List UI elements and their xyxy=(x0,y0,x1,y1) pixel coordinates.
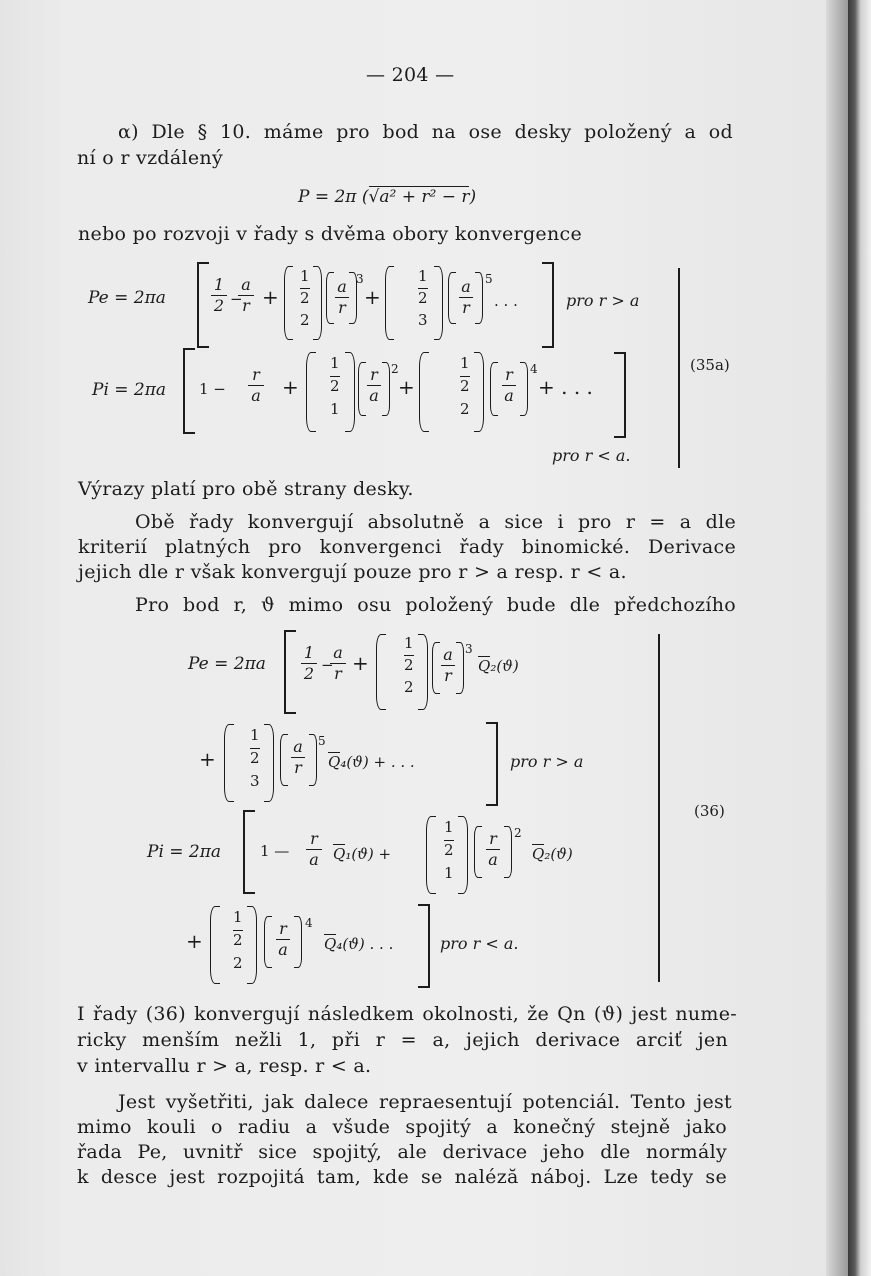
para-1: Výrazy platí pro obě strany desky. xyxy=(78,478,414,500)
eq36-pe-condition: pro r > a xyxy=(510,752,584,771)
eq35-plus: + xyxy=(398,375,415,399)
para-4-line-1: I řady (36) konvergují následkem okolnosti, že Qn (ϑ) jest nume- xyxy=(77,1003,737,1025)
eq36-frac: a r xyxy=(330,644,346,683)
eq35-paren xyxy=(382,362,390,416)
eq35-frac: r a xyxy=(367,366,381,405)
eq36-binom: 1 2 3 xyxy=(250,726,260,790)
eq35-paren xyxy=(520,362,528,416)
eq36-paren xyxy=(224,724,234,802)
eq36-minus: − xyxy=(321,656,334,674)
eq36-paren xyxy=(504,826,512,878)
eq35-paren xyxy=(326,272,334,324)
eq35-pi-left-bracket xyxy=(183,348,195,434)
eq35-binom-2: 1 2 3 xyxy=(418,267,428,329)
eq36-brace xyxy=(658,634,660,982)
eq36-paren xyxy=(376,634,386,710)
eq35-binom-3: 1 2 1 xyxy=(330,354,340,418)
eq35-pi-condition: pro r < a. xyxy=(552,446,631,465)
eq35-exp: 5 xyxy=(485,272,493,286)
eq35-one: 1 − xyxy=(199,380,226,398)
eq35-pi-lhs: Pi = 2πa xyxy=(92,380,167,400)
eq36-paren xyxy=(426,816,436,894)
eq36-paren xyxy=(474,826,482,878)
eq35-exp: 2 xyxy=(391,362,399,376)
eq36-frac: 1 2 xyxy=(301,644,317,683)
eq35-paren xyxy=(284,266,293,340)
para-5-line-2: mimo kouli o radiu a všude spojitý a konečný stejně jako xyxy=(77,1116,727,1138)
eq35-binom-1: 1 2 2 xyxy=(300,267,310,329)
eq36-pe-left-bracket xyxy=(284,630,296,714)
eq35-frac: a r xyxy=(335,278,349,317)
eq36-paren xyxy=(280,734,288,786)
eq35-paren xyxy=(419,352,429,432)
eq36-label: (36) xyxy=(694,802,725,820)
eq36-paren xyxy=(458,816,468,894)
page-number: — 204 — xyxy=(366,64,455,86)
eq36-frac: r a xyxy=(486,830,500,869)
eq36-pi-condition: pro r < a. xyxy=(440,934,519,953)
eq36-pe-right-bracket xyxy=(486,722,498,806)
eq35-dots: . . . xyxy=(494,292,518,310)
eq36-binom: 1 2 2 xyxy=(233,908,243,972)
eq35-paren xyxy=(313,266,322,340)
para-4-line-3: v intervallu r > a, resp. r < a. xyxy=(77,1055,372,1077)
eq36-paren xyxy=(309,734,317,786)
page-gutter-shadow xyxy=(826,0,848,1276)
eq35-plus: + xyxy=(364,285,381,309)
book-spine xyxy=(848,0,871,1276)
eq36-frac: a r xyxy=(291,738,305,777)
eq35-binom-4: 1 2 2 xyxy=(460,354,470,418)
eq35-pe-condition: pro r > a xyxy=(566,291,640,310)
para-5-line-1: Jest vyšetřiti, jak dalece repraesentují potenciál. Tento jest xyxy=(118,1091,732,1113)
eq36-binom: 1 2 2 xyxy=(404,634,414,696)
eq35-pi-right-bracket xyxy=(614,352,626,438)
eq36-pi-left-bracket xyxy=(243,810,255,894)
eq35-frac: a r xyxy=(459,278,473,317)
eq35-brace xyxy=(678,268,680,468)
eq36-paren xyxy=(456,642,464,694)
eq36-paren xyxy=(247,906,257,984)
eq35-frac: r a xyxy=(248,366,264,405)
eq36-q4: Q₄(ϑ) + . . . xyxy=(328,753,415,771)
eq35-plus: + xyxy=(262,285,279,309)
eq35-paren xyxy=(490,362,498,416)
eq36-paren xyxy=(210,906,220,984)
eq36-pi-lhs: Pi = 2πa xyxy=(147,842,222,862)
eq35-pe-right-bracket xyxy=(542,262,554,348)
eq35-pe-left-bracket xyxy=(197,262,209,348)
para-2-line-1: Obě řady konvergují absolutně a sice i pro r = a dle xyxy=(135,511,736,533)
para-2-line-2: kriterií platných pro konvergenci řady binomické. Derivace xyxy=(78,536,736,558)
intro-line-1: α) Dle § 10. máme pro bod na ose desky položený a od xyxy=(118,121,733,143)
eq36-frac: a r xyxy=(441,646,455,685)
eq36-paren xyxy=(432,642,440,694)
eq35-exp: 4 xyxy=(530,362,538,376)
eq36-q2b: Q₂(ϑ) xyxy=(532,845,573,863)
eq35-label: (35a) xyxy=(690,356,730,374)
eq36-plus: + xyxy=(186,929,203,953)
eq35-paren xyxy=(474,352,484,432)
eq35-pe-frac-half: 1 2 xyxy=(211,276,227,315)
eq36-q4b: Q₄(ϑ) . . . xyxy=(324,935,394,953)
eq36-one: 1 — xyxy=(260,842,290,860)
eq36-paren xyxy=(264,916,272,968)
eq36-exp: 3 xyxy=(465,642,473,656)
eq35-plus: + xyxy=(282,375,299,399)
eq35-paren xyxy=(358,362,366,416)
eq36-exp: 5 xyxy=(318,734,326,748)
eq35-pe-lhs: Pe = 2πa xyxy=(88,288,166,308)
eq36-pi-right-bracket xyxy=(418,904,430,988)
intro-line-2: ní o r vzdálený xyxy=(77,147,223,169)
eq35-pe-frac-a-r: a r xyxy=(238,276,254,315)
eq36-q2: Q₂(ϑ) xyxy=(478,657,519,675)
eq35-minus: − xyxy=(230,290,243,308)
eq36-frac: r a xyxy=(276,920,290,959)
series-intro: nebo po rozvoji v řady s dvěma obory konvergence xyxy=(78,223,582,245)
eq36-paren xyxy=(264,724,274,802)
para-5-line-3: řada Pe, uvnitř sice spojitý, ale derivace jeho dle normály xyxy=(77,1141,727,1163)
eq36-paren xyxy=(418,634,428,710)
equation-p-radical: P = 2π (√a² + r² − r) xyxy=(298,187,477,207)
para-4-line-2: ricky menším nežli 1, při r = a, jejich derivace arciť jen xyxy=(77,1029,728,1051)
eq36-exp: 4 xyxy=(305,916,313,930)
eq35-paren xyxy=(385,266,394,340)
eq36-q1: Q₁(ϑ) + xyxy=(333,845,392,863)
eq35-paren xyxy=(306,352,316,432)
eq35-paren xyxy=(448,272,456,324)
para-2-line-3: jejich dle r však konvergují pouze pro r > a resp. r < a. xyxy=(78,561,627,583)
para-3: Pro bod r, ϑ mimo osu položený bude dle předchozího xyxy=(135,594,736,616)
eq35-paren xyxy=(475,272,483,324)
eq36-frac: r a xyxy=(306,830,322,869)
eq36-plus: + xyxy=(352,651,369,675)
para-5-line-4: k desce jest rozpojitá tam, kde se naléză náboj. Lze tedy se xyxy=(77,1166,727,1188)
eq36-exp: 2 xyxy=(514,826,522,840)
eq36-pe-lhs: Pe = 2πa xyxy=(188,654,266,674)
eq36-plus: + xyxy=(199,747,216,771)
eq35-paren xyxy=(345,352,355,432)
eq35-plus: + . . . xyxy=(538,375,593,399)
eq35-paren xyxy=(434,266,443,340)
eq35-exp: 3 xyxy=(356,272,364,286)
eq36-binom: 1 2 1 xyxy=(444,818,454,882)
eq36-paren xyxy=(294,916,302,968)
eq35-frac: r a xyxy=(502,366,516,405)
